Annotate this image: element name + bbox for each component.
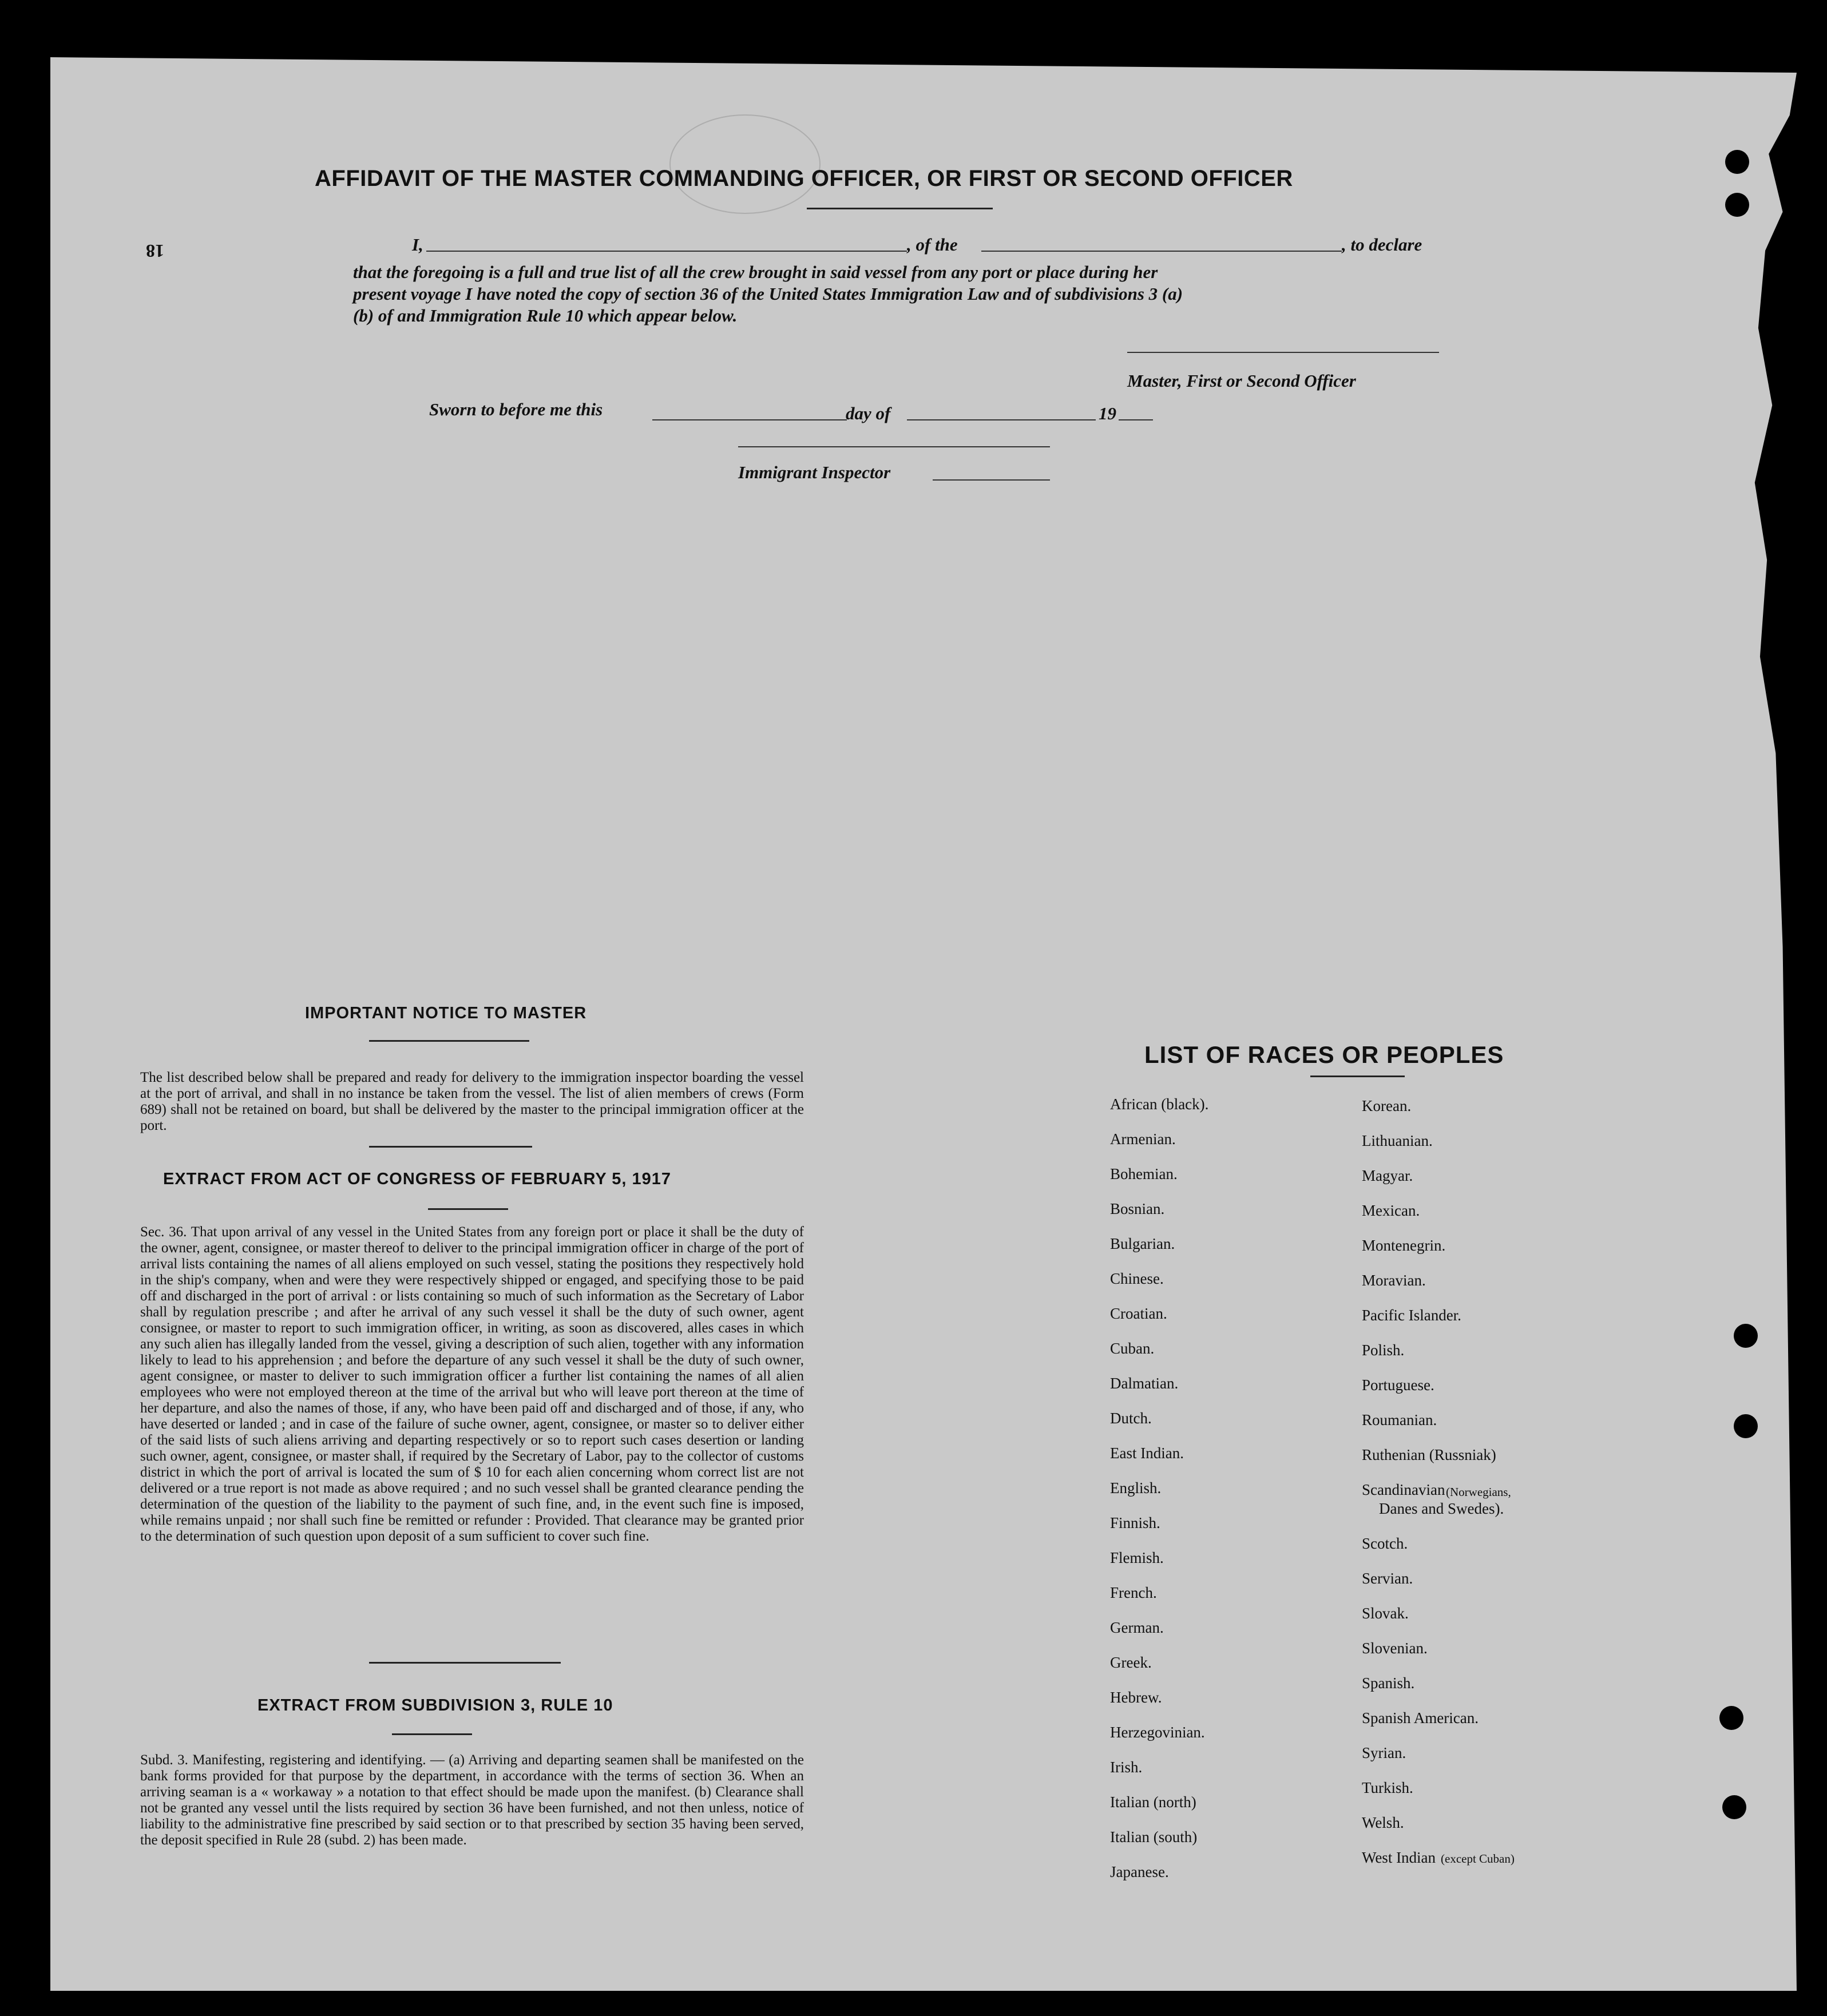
inspector-label: Immigrant Inspector: [738, 462, 891, 482]
signature-line: [1127, 352, 1439, 353]
race-item: Portuguese.: [1362, 1376, 1434, 1394]
race-item: Bosnian.: [1110, 1200, 1165, 1217]
act-underline: [428, 1208, 508, 1210]
race-item: Welsh.: [1362, 1814, 1404, 1831]
punch-hole: [1719, 1706, 1743, 1730]
race-item: African (black).: [1110, 1096, 1209, 1113]
inspector-signature-line: [738, 446, 1050, 447]
race-item: Italian (south): [1110, 1828, 1198, 1846]
race-item: Moravian.: [1362, 1272, 1426, 1289]
inspector-blank: [933, 479, 1050, 481]
race-item: Polish.: [1362, 1342, 1405, 1359]
punch-hole: [1725, 193, 1749, 217]
race-item: Irish.: [1110, 1759, 1143, 1776]
affidavit-to-declare: , to declare: [1342, 235, 1422, 255]
race-item: Croatian.: [1110, 1305, 1167, 1322]
race-item: Slovak.: [1362, 1605, 1409, 1622]
affidavit-line-3: present voyage I have noted the copy of section 36 of the United States Immigration Law and of subdivisions 3 (a): [353, 284, 1183, 304]
race-item: Servian.: [1362, 1570, 1413, 1587]
affidavit-line-4: (b) of and Immigration Rule 10 which appear below.: [353, 305, 738, 326]
affidavit-line-2: that the foregoing is a full and true list of all the crew brought in said vessel from any port or place during her: [353, 262, 1158, 282]
race-item: Dutch.: [1110, 1410, 1152, 1427]
punch-hole: [1734, 1324, 1758, 1348]
race-item: Flemish.: [1110, 1549, 1164, 1566]
race-item: Hebrew.: [1110, 1689, 1162, 1706]
race-item: French.: [1110, 1584, 1157, 1601]
race-item: Spanish American.: [1362, 1709, 1479, 1727]
notice-underline: [369, 1040, 529, 1042]
race-item: Syrian.: [1362, 1744, 1406, 1761]
race-item: Korean.: [1362, 1097, 1412, 1114]
name-blank: [426, 251, 907, 252]
race-item: West Indian: [1362, 1849, 1436, 1866]
sworn-label: Sworn to before me this: [429, 399, 603, 419]
race-item: Armenian.: [1110, 1130, 1176, 1148]
month-blank: [907, 419, 1096, 420]
act-text: Sec. 36. That upon arrival of any vessel in the United States from any foreign port or place it shall be the duty of the owner, agent, consignee, or master thereof to deliver to the principal immigration officer in charge of the port of arrival lists containing the names of all aliens employed on such vessel, stating the positions they respectively hold in the ship's company, when and were they were respectively shipped or engaged, and specifying those to be paid off and discharged in the port of arrival : or lists containing so much of such information as the Secretary of Labor shall by regulation prescribe ; and after he arrival of any such vessel it shall be the duty of such owner, agent consignee, or master to report to such immigration officer, in writing, as soon as discovered, alles cases in which any such alien has illegally landed from the vessel, giving a description of such alien, together with any information likely to lead to his apprehension ; and before the departure of any such vessel it shall be the duty of such owner, agent consignee, or master to deliver to such immigration officer a further list containing the names of all alien employees who were not employed thereon at the time of the arrival but who will leave port thereon at the time of her departure, and also the names of those, if any, who have been paid off and discharged and of those, if any, who have deserted or landed ; and in case of the failure of suche owner, agent, consignee, or master so to deliver either of the said lists of such aliens arriving and departing respectively or so to report such cases desertion or landing such owner, agent, consignee, or master shall, if required by the Secretary of Labor, pay to the collector of customs district in which the port of arrival is located the sum of $ 10 for each alien concerning whom correct list are not delivered or a true report is not made as above required ; and no such vessel shall be granted clearance pending the determination of the question of the liability to the payment of such fine, and, in the event such fine is imposed, while remains unpaid ; nor shall such fine be remitted or refunder : Provided. That clearance may be granted prior to the determination of such question upon deposit of a sum sufficient to cover such fine.: [140, 1224, 804, 1544]
vessel-blank: [981, 251, 1342, 252]
race-item: Italian (north): [1110, 1793, 1196, 1811]
race-item: Roumanian.: [1362, 1411, 1437, 1428]
race-item: Scandinavian: [1362, 1481, 1445, 1498]
scandinavian-note: (Norwegians,: [1446, 1485, 1511, 1499]
race-item: Lithuanian.: [1362, 1132, 1433, 1149]
race-item: Greek.: [1110, 1654, 1152, 1671]
race-item: Mexican.: [1362, 1202, 1420, 1219]
race-item: Japanese.: [1110, 1863, 1169, 1880]
race-item: Cuban.: [1110, 1340, 1155, 1357]
races-heading: LIST OF RACES OR PEOPLES: [1144, 1041, 1504, 1068]
notice-divider: [369, 1146, 532, 1148]
race-item: Magyar.: [1362, 1167, 1413, 1184]
race-item: Bulgarian.: [1110, 1235, 1175, 1252]
race-item: Spanish.: [1362, 1674, 1415, 1692]
faded-seal: [669, 114, 821, 214]
notice-text: The list described below shall be prepared and ready for delivery to the immigration inspector boarding the vessel at the port of arrival, and shall in no instance be taken from the vessel. The list of alien members of crews (Form 689) shall not be retained on board, but shall be delivered by the master to the principal immigration officer at the port.: [140, 1070, 804, 1133]
year-blank: [1119, 419, 1153, 420]
signer-caption: Master, First or Second Officer: [1127, 371, 1356, 391]
scandinavian-note-2: Danes and Swedes).: [1379, 1500, 1504, 1517]
race-item: Turkish.: [1362, 1779, 1413, 1796]
year-prefix: 19: [1099, 403, 1116, 423]
punch-hole: [1722, 1795, 1746, 1819]
act-divider: [369, 1662, 561, 1664]
affidavit-of-the: , of the: [907, 235, 958, 255]
rule-heading: EXTRACT FROM SUBDIVISION 3, RULE 10: [257, 1696, 613, 1715]
race-item: Bohemian.: [1110, 1165, 1178, 1182]
rule-text: Subd. 3. Manifesting, registering and identifying. — (a) Arriving and departing seamen shall be manifested on the bank forms provided for that purpose by the department, in accordance with the terms of section 36. When an arriving seaman is a « workaway » a notation to that effect should be made upon the manifest. (b) Clearance shall not be granted any vessel until the lists required by section 36 have been furnished, and not then unless, notice of liability to the administrative fine prescribed by said section or to that prescribed by section 35 having been served, the deposit specified in Rule 28 (subd. 2) has been made.: [140, 1752, 804, 1848]
title-underline: [807, 208, 993, 209]
race-item: German.: [1110, 1619, 1164, 1636]
race-item: Scotch.: [1362, 1535, 1408, 1552]
affidavit-i: I,: [412, 235, 423, 255]
race-item: Dalmatian.: [1110, 1375, 1179, 1392]
affidavit-title: AFFIDAVIT OF THE MASTER COMMANDING OFFICER, OR FIRST OR SECOND OFFICER: [315, 166, 1293, 191]
race-item: Ruthenian (Russniak): [1362, 1446, 1496, 1463]
race-item: Montenegrin.: [1362, 1237, 1446, 1254]
punch-hole: [1725, 150, 1749, 174]
race-item: Chinese.: [1110, 1270, 1164, 1287]
day-blank: [652, 419, 847, 420]
race-item: East Indian.: [1110, 1444, 1184, 1462]
act-heading: EXTRACT FROM ACT OF CONGRESS OF FEBRUARY 5, 1917: [163, 1170, 672, 1188]
rule-underline: [392, 1733, 472, 1735]
day-of-label: day of: [846, 403, 891, 423]
notice-heading: IMPORTANT NOTICE TO MASTER: [305, 1004, 587, 1022]
race-item: English.: [1110, 1479, 1162, 1497]
race-item: Herzegovinian.: [1110, 1724, 1205, 1741]
race-item: Finnish.: [1110, 1514, 1160, 1531]
west-indian-note: (except Cuban): [1441, 1852, 1515, 1866]
race-item: Pacific Islander.: [1362, 1307, 1461, 1324]
race-item: Slovenian.: [1362, 1640, 1428, 1657]
races-underline: [1310, 1076, 1405, 1077]
margin-number: 18: [146, 241, 164, 261]
punch-hole: [1734, 1414, 1758, 1438]
